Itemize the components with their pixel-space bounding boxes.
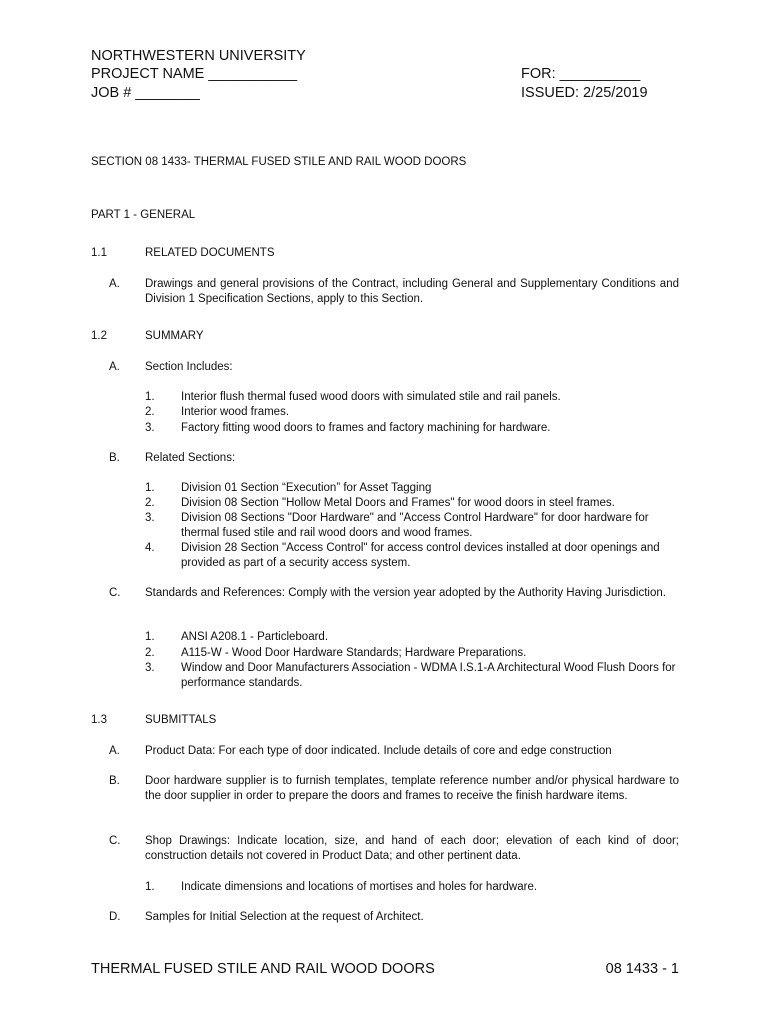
- list-number: 1.: [145, 631, 155, 643]
- list-item: Division 08 Sections "Door Hardware" and "Access Control Hardware" for door hardware for thermal fused stile and rail wood doors and wood frames.: [181, 512, 649, 539]
- project-name: PROJECT NAME ___________: [91, 66, 298, 82]
- page-number: 08 1433 - 1: [605, 961, 679, 977]
- list-number: 4.: [145, 542, 155, 554]
- paragraph-letter: A.: [109, 278, 120, 290]
- paragraph-text: Section Includes:: [145, 361, 233, 373]
- list-number: 2.: [145, 647, 155, 659]
- paragraph-letter: A.: [109, 361, 120, 373]
- list-item: Indicate dimensions and locations of mortises and holes for hardware.: [181, 881, 538, 893]
- list-item: Interior wood frames.: [181, 406, 290, 418]
- paragraph-letter: D.: [109, 911, 121, 923]
- section-title: SECTION 08 1433- THERMAL FUSED STILE AND RAIL WOOD DOORS: [91, 156, 467, 168]
- paragraph-letter: B.: [109, 452, 120, 464]
- list-item: Division 01 Section “Execution” for Asset Tagging: [181, 482, 432, 494]
- article-title: SUMMARY: [145, 330, 204, 342]
- list-item: Interior flush thermal fused wood doors with simulated stile and rail panels.: [181, 391, 561, 403]
- list-number: 3.: [145, 422, 155, 434]
- list-number: 1.: [145, 881, 155, 893]
- issued-date: ISSUED: 2/25/2019: [521, 85, 648, 101]
- paragraph-text: Related Sections:: [145, 452, 236, 464]
- list-number: 1.: [145, 482, 155, 494]
- list-number: 1.: [145, 391, 155, 403]
- org-name: NORTHWESTERN UNIVERSITY: [91, 48, 306, 64]
- paragraph-text: Product Data: For each type of door indicated. Include details of core and edge construction: [145, 745, 612, 757]
- list-number: 3.: [145, 512, 155, 524]
- part-heading: PART 1 - GENERAL: [91, 209, 196, 221]
- paragraph-text: Drawings and general provisions of the Contract, including General and Supplementary Conditions and Division 1 Specification Sections, apply to this Section.: [145, 278, 679, 305]
- list-number: 2.: [145, 497, 155, 509]
- list-item: ANSI A208.1 - Particleboard.: [181, 631, 329, 643]
- list-item: Window and Door Manufacturers Association - WDMA I.S.1-A Architectural Wood Flush Doors for performance standards.: [181, 662, 676, 689]
- paragraph-text: Door hardware supplier is to furnish templates, template reference number and/or physical hardware to the door supplier in order to prepare the doors and frames to receive the finish hardware items.: [145, 775, 679, 802]
- paragraph-text: Samples for Initial Selection at the request of Architect.: [145, 911, 424, 923]
- list-item: Division 28 Section "Access Control" for access control devices installed at door openings and provided as part of a security access system.: [181, 542, 660, 569]
- article-number: 1.1: [91, 247, 107, 259]
- paragraph-letter: B.: [109, 775, 120, 787]
- job-number: JOB # ________: [91, 85, 200, 101]
- article-number: 1.3: [91, 714, 107, 726]
- for-field: FOR: __________: [521, 66, 641, 82]
- list-item: Factory fitting wood doors to frames and factory machining for hardware.: [181, 422, 551, 434]
- paragraph-text: Shop Drawings: Indicate location, size, and hand of each door; elevation of each kind of door; construction details not covered in Product Data; and other pertinent data.: [145, 835, 679, 862]
- list-item: Division 08 Section "Hollow Metal Doors and Frames" for wood doors in steel frames.: [181, 497, 615, 509]
- article-title: RELATED DOCUMENTS: [145, 247, 275, 259]
- paragraph-letter: C.: [109, 835, 121, 847]
- list-number: 2.: [145, 406, 155, 418]
- paragraph-text: Standards and References: Comply with the version year adopted by the Authority Having Jurisdiction.: [145, 587, 666, 599]
- list-item: A115-W - Wood Door Hardware Standards; Hardware Preparations.: [181, 647, 527, 659]
- article-number: 1.2: [91, 330, 107, 342]
- paragraph-letter: A.: [109, 745, 120, 757]
- list-number: 3.: [145, 662, 155, 674]
- footer-title: THERMAL FUSED STILE AND RAIL WOOD DOORS: [91, 961, 435, 977]
- paragraph-letter: C.: [109, 587, 121, 599]
- article-title: SUBMITTALS: [145, 714, 217, 726]
